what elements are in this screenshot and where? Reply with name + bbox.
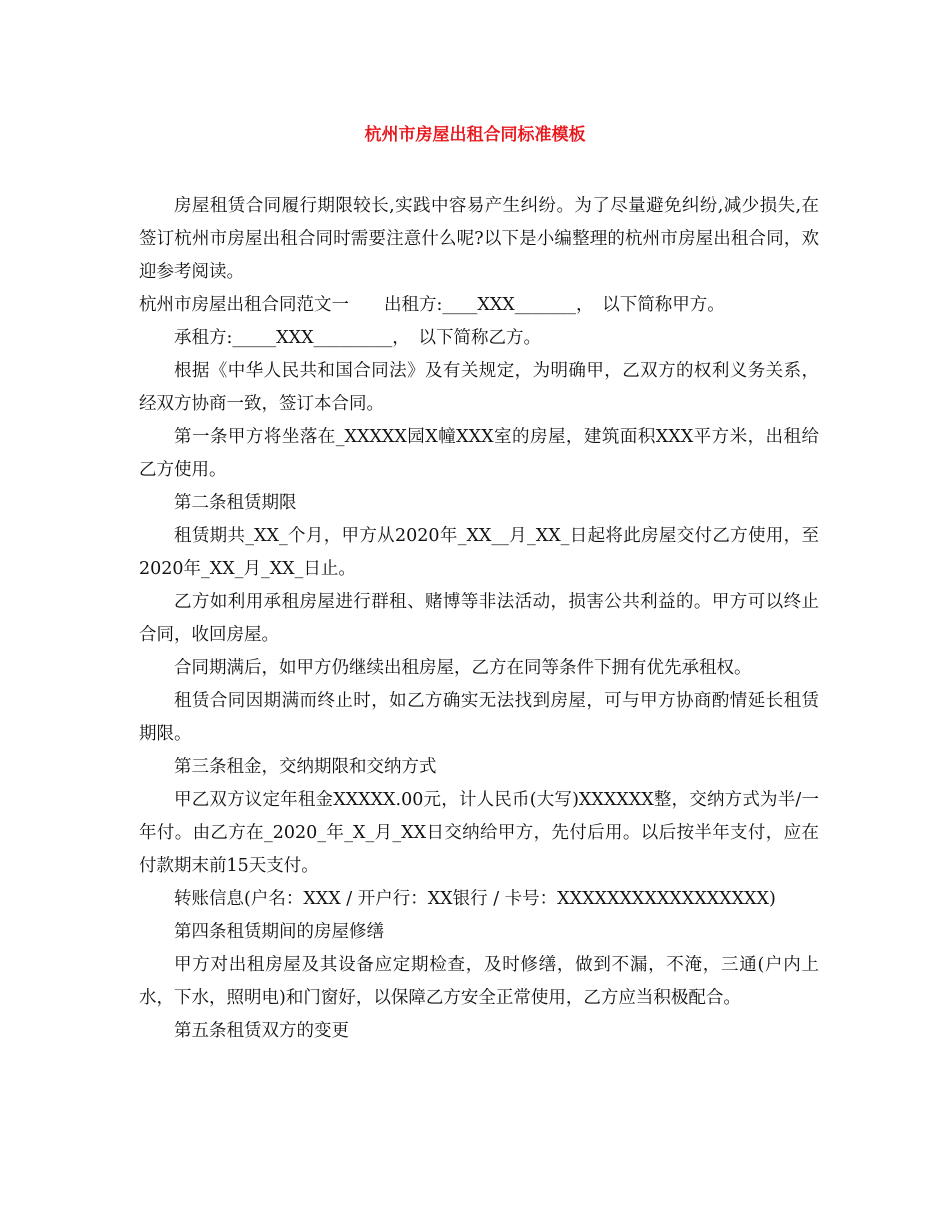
heading-article-2: 第二条租赁期限 (174, 493, 297, 513)
paragraph-illegal-use: 乙方如利用承租房屋进行群租、赌博等非法活动，损害公共利益的。甲方可以终止合同，收回房屋。 (139, 592, 819, 645)
paragraph-intro: 房屋租赁合同履行期限较长,实践中容易产生纠纷。为了尽量避免纠纷,减少损失,在签订杭州市房屋出租合同时需要注意什么呢?以下是小编整理的杭州市房屋出租合同，欢迎参考阅读。 (139, 196, 819, 282)
paragraph-lease-term: 租赁期共_XX_个月，甲方从2020年_XX__月_XX_日起将此房屋交付乙方使用，至2020年_XX_月_XX_日止。 (139, 526, 819, 579)
heading-article-3: 第三条租金，交纳期限和交纳方式 (174, 757, 437, 777)
document-title: 杭州市房屋出租合同标准模板 (364, 125, 586, 145)
heading-article-5: 第五条租赁双方的变更 (174, 1021, 349, 1041)
paragraph-rent: 甲乙双方议定年租金XXXXX.00元，计人民币(大写)XXXXXX整，交纳方式为半/一年付。由乙方在_2020_年_X_月_XX日交纳给甲方，先付后用。以后按半年支付，应在付款期末前15天支付。 (139, 790, 819, 876)
paragraph-repairs: 甲方对出租房屋及其设备应定期检查，及时修缮，做到不漏，不淹，三通(户内上水，下水，照明电)和门窗好，以保障乙方安全正常使用，乙方应当积极配合。 (139, 955, 819, 1008)
paragraph-extension: 租赁合同因期满而终止时，如乙方确实无法找到房屋，可与甲方协商酌情延长租赁期限。 (139, 691, 819, 744)
paragraph-legal-basis: 根据《中华人民共和国合同法》及有关规定，为明确甲，乙双方的权利义务关系，经双方协商一致，签订本合同。 (139, 361, 819, 414)
paragraph-transfer-info: 转账信息(户名：XXX / 开户行：XX银行 / 卡号：XXXXXXXXXXXXXXXXX) (174, 889, 776, 909)
paragraph-lessee: 承租方:_____XXX_________， 以下简称乙方。 (174, 328, 542, 348)
paragraph-priority-renewal: 合同期满后，如甲方仍继续出租房屋，乙方在同等条件下拥有优先承租权。 (174, 658, 752, 678)
paragraph-sample-lessor: 杭州市房屋出租合同范文一 出租方:____XXX_______， 以下简称甲方。 (139, 295, 725, 315)
heading-article-4: 第四条租赁期间的房屋修缮 (174, 922, 384, 942)
document-body (139, 190, 819, 1048)
paragraph-article-1: 第一条甲方将坐落在_XXXXX园X幢XXX室的房屋，建筑面积XXX平方米，出租给乙方使用。 (139, 427, 819, 480)
